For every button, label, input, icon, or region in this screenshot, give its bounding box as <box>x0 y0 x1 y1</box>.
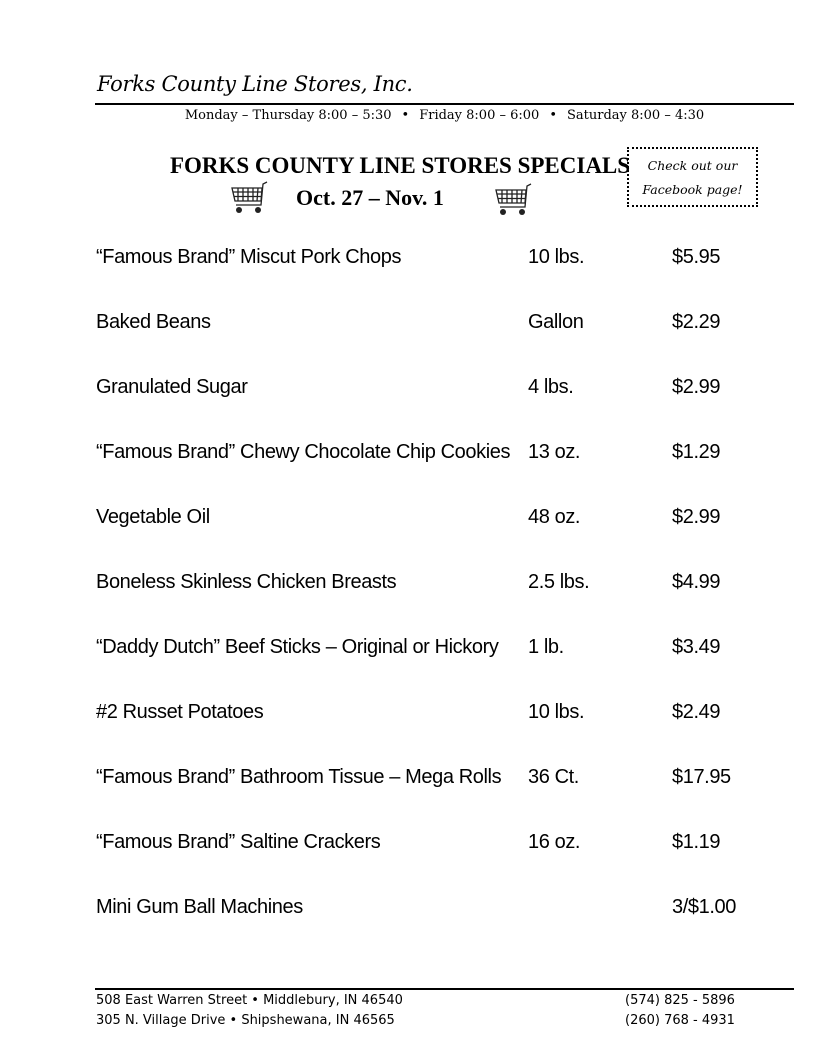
facebook-note-line: Facebook page! <box>642 182 743 197</box>
item-name: “Famous Brand” Bathroom Tissue – Mega Rolls <box>96 766 502 788</box>
item-name: “Famous Brand” Saltine Crackers <box>96 831 381 853</box>
item-name: #2 Russet Potatoes <box>96 701 264 723</box>
list-item <box>0 896 816 961</box>
list-item <box>0 441 816 506</box>
item-price: $2.99 <box>672 506 721 528</box>
store-addresses <box>96 991 403 1031</box>
hours-separator: • <box>549 108 557 123</box>
phone-middlebury: (574) 825 - 5896 <box>625 993 735 1008</box>
list-item <box>0 311 816 376</box>
item-price: 3/$1.00 <box>672 896 736 918</box>
item-price: $4.99 <box>672 571 721 593</box>
list-item <box>0 766 816 831</box>
item-price: $1.29 <box>672 441 721 463</box>
list-item <box>0 506 816 571</box>
list-item <box>0 831 816 896</box>
address-shipshewana: 305 N. Village Drive • Shipshewana, IN 46565 <box>96 1013 395 1028</box>
sale-dates: Oct. 27 – Nov. 1 <box>296 185 444 210</box>
facebook-note <box>627 147 758 207</box>
specials-list <box>0 246 816 961</box>
list-item <box>0 246 816 311</box>
item-price: $2.99 <box>672 376 721 398</box>
company-name: Forks County Line Stores, Inc. <box>97 72 413 96</box>
item-name: “Famous Brand” Chewy Chocolate Chip Cookies <box>96 441 511 463</box>
item-quantity: 1 lb. <box>528 636 564 658</box>
item-name: “Famous Brand” Miscut Pork Chops <box>96 246 402 268</box>
item-name: “Daddy Dutch” Beef Sticks – Original or Hickory <box>96 636 499 658</box>
shopping-cart-icon <box>230 181 268 215</box>
item-price: $3.49 <box>672 636 721 658</box>
item-quantity: 16 oz. <box>528 831 581 853</box>
item-name: Baked Beans <box>96 311 211 333</box>
hours-weekday: Monday – Thursday 8:00 – 5:30 <box>184 108 392 123</box>
page-title: FORKS COUNTY LINE STORES SPECIALS <box>169 153 631 178</box>
item-quantity: 10 lbs. <box>528 246 585 268</box>
item-price: $1.19 <box>672 831 721 853</box>
item-price: $2.29 <box>672 311 721 333</box>
item-quantity: 36 Ct. <box>528 766 579 788</box>
shopping-cart-icon <box>494 183 532 217</box>
store-hours <box>95 108 794 123</box>
list-item <box>0 701 816 766</box>
list-item <box>0 571 816 636</box>
hours-separator: • <box>401 108 410 123</box>
item-name: Mini Gum Ball Machines <box>96 896 303 918</box>
item-quantity: 13 oz. <box>528 441 581 463</box>
item-name: Boneless Skinless Chicken Breasts <box>96 571 397 593</box>
item-price: $5.95 <box>672 246 721 268</box>
phone-shipshewana: (260) 768 - 4931 <box>625 1013 735 1028</box>
store-phones <box>625 991 735 1031</box>
item-name: Vegetable Oil <box>96 506 210 528</box>
hours-friday: Friday 8:00 – 6:00 <box>419 108 540 123</box>
item-quantity: Gallon <box>528 311 584 333</box>
list-item <box>0 636 816 701</box>
hours-saturday: Saturday 8:00 – 4:30 <box>566 108 705 123</box>
item-quantity: 10 lbs. <box>528 701 585 723</box>
item-price: $17.95 <box>672 766 731 788</box>
facebook-note-line: Check out our <box>647 158 738 173</box>
item-price: $2.49 <box>672 701 721 723</box>
item-quantity: 2.5 lbs. <box>528 571 590 593</box>
item-quantity: 4 lbs. <box>528 376 574 398</box>
list-item <box>0 376 816 441</box>
item-name: Granulated Sugar <box>96 376 248 398</box>
footer-rule <box>95 988 794 990</box>
address-middlebury: 508 East Warren Street • Middlebury, IN 46540 <box>96 993 403 1008</box>
item-quantity: 48 oz. <box>528 506 581 528</box>
header-rule <box>95 103 794 105</box>
